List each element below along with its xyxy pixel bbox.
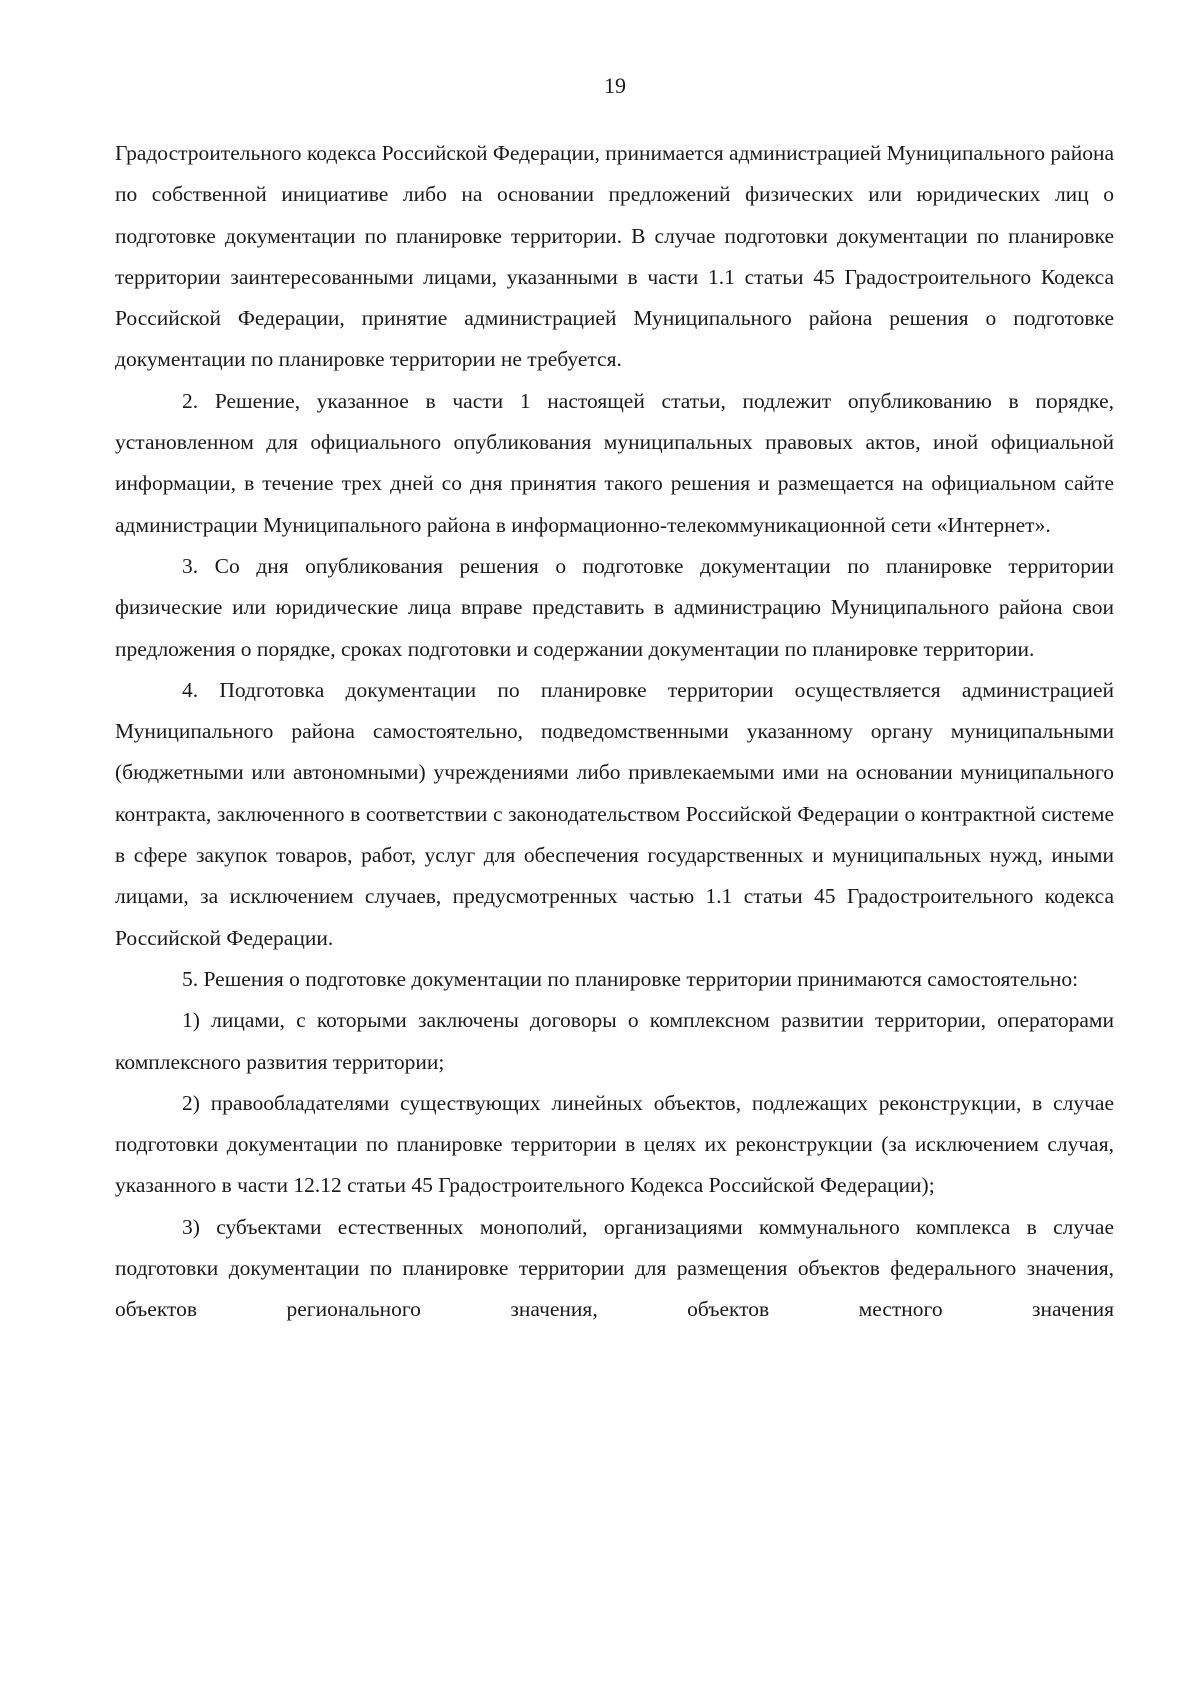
paragraph-3: 3. Со дня опубликования решения о подготовке документации по планировке территории физические или юридические лица вправе представить в администрацию Муниципального района свои предложения о порядке, сроках подготовки и содержании документации по планировке территории.: [115, 553, 1114, 661]
document-body: [115, 133, 1114, 1331]
paragraph-2: 2. Решение, указанное в части 1 настоящей статьи, подлежит опубликованию в порядке, установленном для официального опубликования муниципальных правовых актов, иной официальной информации, в течение трех дней со дня принятия такого решения и размещается на официальном сайте администрации Муниципального района в информационно-телекоммуникационной сети «Интернет».: [115, 388, 1114, 537]
page-number: 19: [604, 73, 626, 98]
paragraph-continuation: Градостроительного кодекса Российской Федерации, принимается администрацией Муниципального района по собственной инициативе либо на основании предложений физических или юридических лиц о подготовке документации по планировке территории. В случае подготовки документации по планировке территории заинтересованными лицами, указанными в части 1.1 статьи 45 Градостроительного Кодекса Российской Федерации, принятие администрацией Муниципального района решения о подготовке документации по планировке территории не требуется.: [115, 141, 1114, 372]
paragraph-5: 5. Решения о подготовке документации по планировке территории принимаются самостоятельно:: [182, 966, 1079, 991]
list-item-2: 2) правообладателями существующих линейных объектов, подлежащих реконструкции, в случае подготовки документации по планировке территории в целях их реконструкции (за исключением случая, указанного в части 12.12 статьи 45 Градостроительного Кодекса Российской Федерации);: [115, 1090, 1114, 1198]
paragraph-4: 4. Подготовка документации по планировке территории осуществляется администрацией Муниципального района самостоятельно, подведомственными указанному органу муниципальными (бюджетными или автономными) учреждениями либо привлекаемыми ими на основании муниципального контракта, заключенного в соответствии с законодательством Российской Федерации о контрактной системе в сфере закупок товаров, работ, услуг для обеспечения государственных и муниципальных нужд, иными лицами, за исключением случаев, предусмотренных частью 1.1 статьи 45 Градостроительного кодекса Российской Федерации.: [115, 677, 1114, 950]
list-item-1: 1) лицами, с которыми заключены договоры о комплексном развитии территории, операторами комплексного развития территории;: [115, 1008, 1114, 1074]
list-item-3: 3) субъектами естественных монополий, организациями коммунального комплекса в случае подготовки документации по планировке территории для размещения объектов федерального значения, объектов регионального значения, объектов местного значения: [115, 1214, 1114, 1322]
